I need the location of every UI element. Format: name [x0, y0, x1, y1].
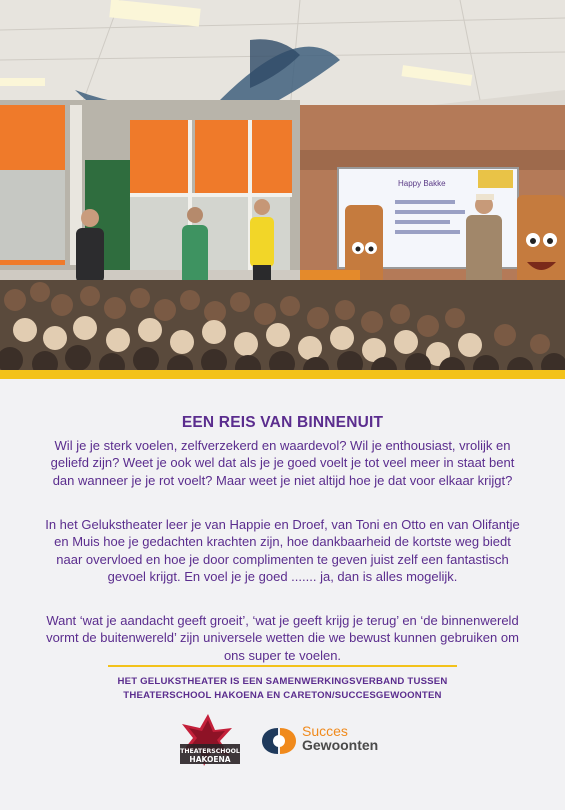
header-photo	[0, 0, 565, 370]
paragraph-wetten: Want ‘wat je aandacht geeft groeit’, ‘wat je geeft krijg je terug’ en ‘de binnenwereld vormt de buitenwereld’ zijn universele wetten die we bewust kunnen gebruiken om ons super te voelen.	[46, 613, 519, 663]
gold-divider-bar	[0, 370, 565, 379]
screen-title: Happy Bakke	[398, 179, 446, 188]
credit-line-2: THEATERSCHOOL HAKOENA EN CARETON/SUCCESGEWOONTEN	[123, 690, 442, 701]
hakoena-line-2: HAKOENA	[189, 755, 231, 764]
succesgewoonten-logo	[262, 722, 412, 758]
speech-bubble-logo-icon	[262, 726, 296, 756]
gold-divider-line	[108, 665, 457, 667]
paragraph-gelukstheater: In het Gelukstheater leer je van Happie en Droef, van Toni en Otto en van Olifantje en Muis hoe je gedachten krachten zijn, hoe dankbaarheid de kortste weg biedt naar overvloed en hoe je door complimenten te geven juist zelf een fantastisch gevoel krijgt. En voel je je goed ....... ja, dan is alles mogelijk.	[45, 517, 520, 585]
paragraph-intro: Wil je je sterk voelen, zelfverzekerd en waardevol? Wil je enthousiast, vrolijk en geliefd zijn? Weet je ook wel dat als je je goed voelt je tot veel meer in staat bent dan wanneer je je rot voelt? Maar weet je niet altijd hoe je dat voor elkaar krijgt?	[50, 438, 515, 488]
star-logo-icon	[178, 714, 242, 768]
succes-line-1: Succes	[302, 723, 348, 739]
text-panel	[0, 379, 565, 810]
hakoena-logo	[178, 714, 242, 768]
school-performance-photo	[0, 0, 565, 370]
page-title: EEN REIS VAN BINNENUIT	[181, 414, 384, 431]
hakoena-line-1: THEATERSCHOOL	[180, 748, 240, 755]
credit-text	[0, 675, 565, 703]
succes-line-2: Gewoonten	[302, 737, 379, 753]
credit-line-1: HET GELUKSTHEATER IS EEN SAMENWERKINGSVERBAND TUSSEN	[117, 676, 448, 687]
